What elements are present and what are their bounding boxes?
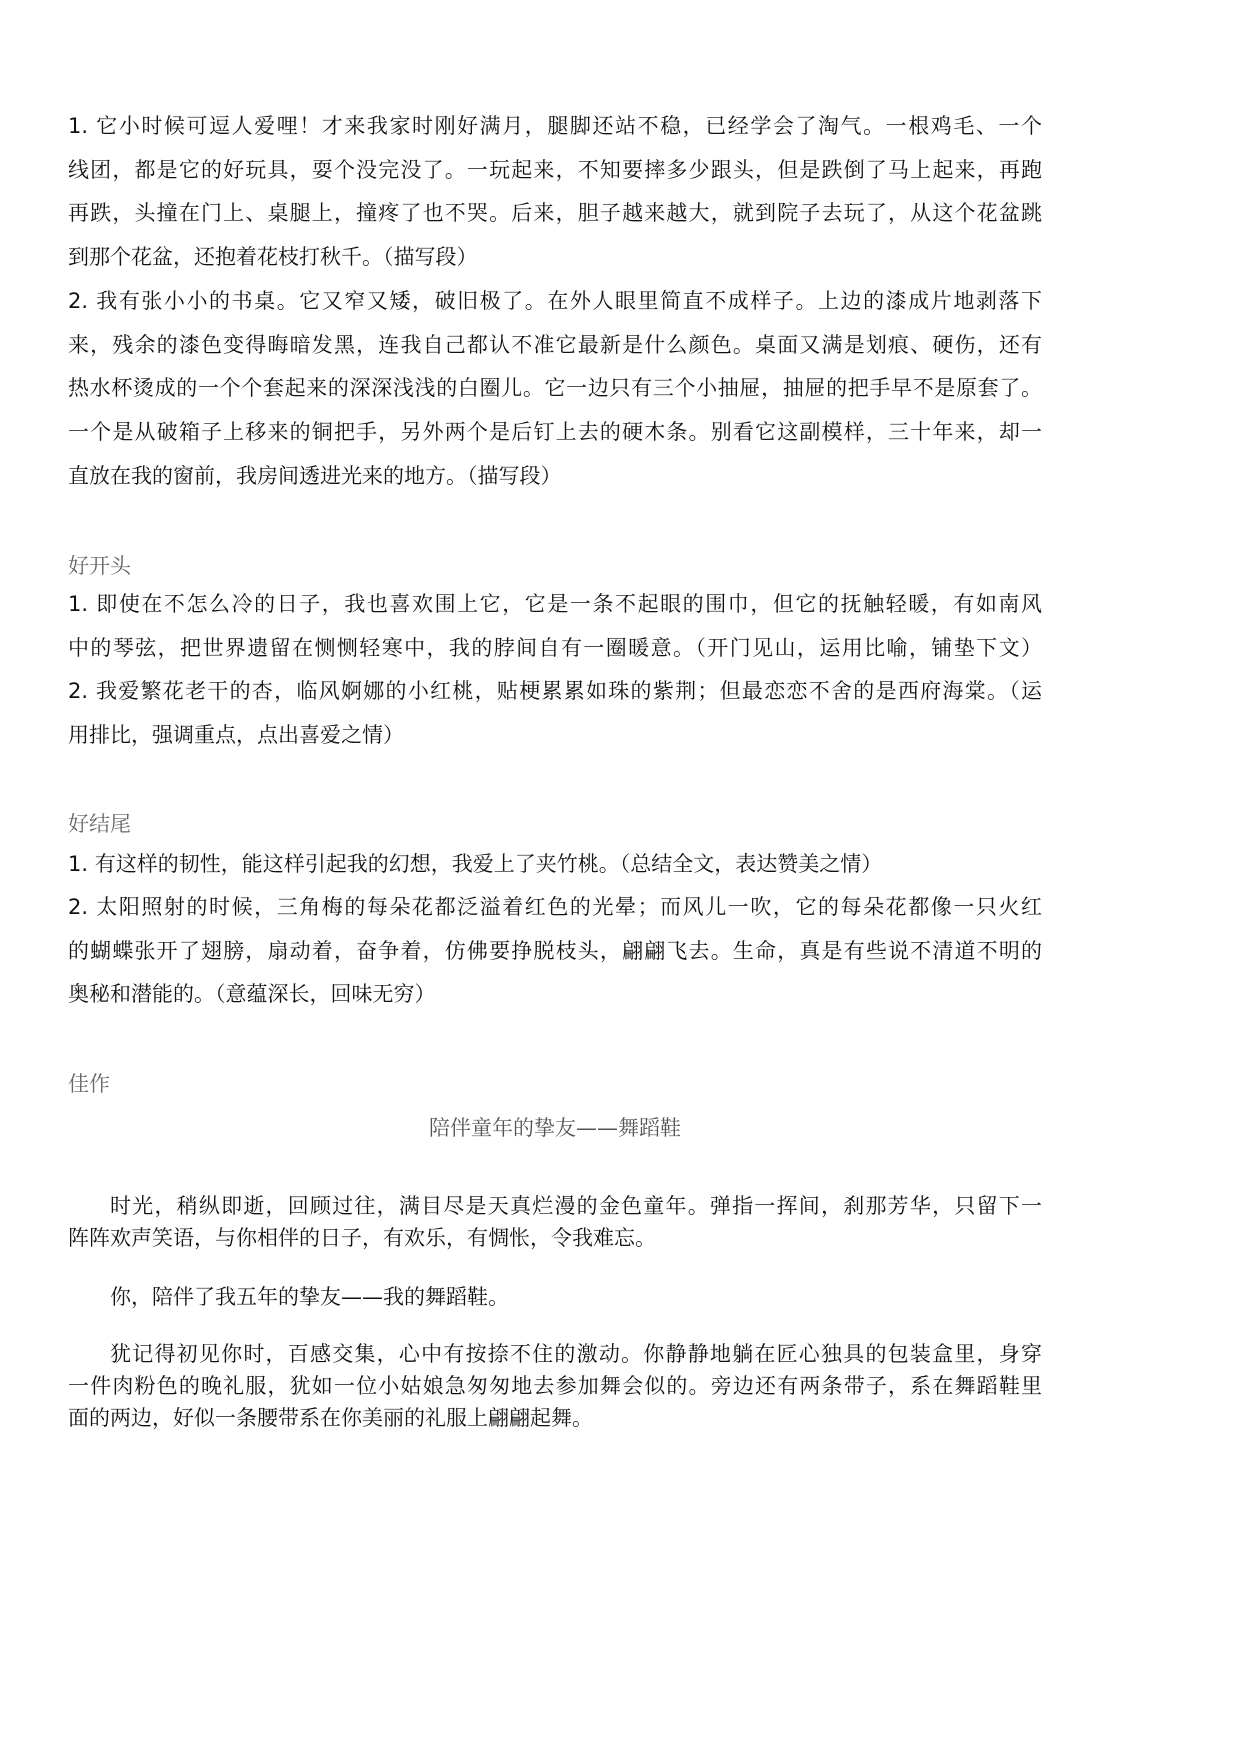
text-line: 犹记得初见你时，百感交集，心中有按捺不住的激动。你静静地躺在匠心独具的包装盒里，身穿	[110, 1342, 1042, 1366]
good-opening-item-2	[68, 670, 1042, 757]
text-line: 1. 有这样的韧性，能这样引起我的幻想，我爱上了夹竹桃。（总结全文，表达赞美之情）	[68, 852, 883, 876]
text-line: 面的两边，好似一条腰带系在你美丽的礼服上翩翩起舞。	[68, 1406, 593, 1430]
good-ending-item-1	[68, 843, 1042, 887]
text-line: 一个是从破箱子上移来的铜把手，另外两个是后钉上去的硬木条。别看它这副模样，三十年来，却一	[68, 420, 1042, 445]
text-line: 直放在我的窗前，我房间透进光来的地方。（描写段）	[68, 463, 562, 488]
text-line: 奥秘和潜能的。（意蕴深长，回味无穷）	[68, 982, 436, 1007]
essay-paragraph-1	[68, 1190, 1042, 1254]
text-line: 热水杯烫成的一个个套起来的深深浅浅的白圈儿。它一边只有三个小抽屉，抽屉的把手早不是原套了。	[68, 376, 1042, 401]
text-line: 线团，都是它的好玩具，耍个没完没了。一玩起来，不知要摔多少跟头，但是跌倒了马上起来，再跑	[68, 157, 1042, 182]
text-line: 到那个花盆，还抱着花枝打秋千。（描写段）	[68, 245, 478, 270]
text-line: 你，陪伴了我五年的挚友——我的舞蹈鞋。	[110, 1285, 509, 1309]
essay-paragraph-2	[68, 1281, 1042, 1313]
good-ending-item-2	[68, 886, 1042, 1017]
text-line: 1. 即使在不怎么冷的日子，我也喜欢围上它，它是一条不起眼的围巾，但它的抚触轻暖，有如南风	[68, 592, 1042, 616]
section-heading-essay: 佳作	[68, 1072, 110, 1096]
text-line: 来，残余的漆色变得晦暗发黑，连我自己都认不准它最新是什么颜色。桌面又满是划痕、硬伤，还有	[68, 332, 1042, 357]
descriptive-paragraph-2	[68, 280, 1042, 498]
text-line: 再跌，头撞在门上、桌腿上，撞疼了也不哭。后来，胆子越来越大，就到院子去玩了，从这个花盆跳	[68, 201, 1042, 226]
good-opening-item-1	[68, 583, 1042, 670]
essay-paragraph-3	[68, 1338, 1042, 1434]
text-line: 阵阵欢声笑语，与你相伴的日子，有欢乐，有惆怅，令我难忘。	[68, 1226, 656, 1250]
descriptive-paragraph-1	[68, 105, 1042, 280]
text-line: 中的琴弦，把世界遗留在恻恻轻寒中，我的脖间自有一圈暖意。（开门见山，运用比喻，铺垫下文）	[68, 635, 1042, 660]
section-heading-good-ending: 好结尾	[68, 812, 131, 836]
text-line: 时光，稍纵即逝，回顾过往，满目尽是天真烂漫的金色童年。弹指一挥间，刹那芳华，只留下一	[110, 1194, 1042, 1218]
essay-title: 陪伴童年的挚友——舞蹈鞋	[429, 1116, 681, 1140]
text-line: 1. 它小时候可逗人爱哩！才来我家时刚好满月，腿脚还站不稳，已经学会了淘气。一根鸡毛、一个	[68, 114, 1042, 138]
text-line: 的蝴蝶张开了翅膀，扇动着，奋争着，仿佛要挣脱枝头，翩翩飞去。生命，真是有些说不清道不明的	[68, 938, 1042, 963]
text-line: 2. 太阳照射的时候，三角梅的每朵花都泛溢着红色的光晕；而风儿一吹，它的每朵花都像一只火红	[68, 895, 1042, 919]
text-line: 一件肉粉色的晚礼服，犹如一位小姑娘急匆匆地去参加舞会似的。旁边还有两条带子，系在舞蹈鞋里	[68, 1374, 1042, 1398]
text-line: 2. 我有张小小的书桌。它又窄又矮，破旧极了。在外人眼里简直不成样子。上边的漆成片地剥落下	[68, 289, 1042, 313]
text-line: 2. 我爱繁花老干的杏，临风婀娜的小红桃，贴梗累累如珠的紫荆；但最恋恋不舍的是西府海棠。（运	[68, 679, 1042, 703]
text-line: 用排比，强调重点，点出喜爱之情）	[68, 722, 404, 747]
section-heading-good-opening: 好开头	[68, 554, 131, 578]
